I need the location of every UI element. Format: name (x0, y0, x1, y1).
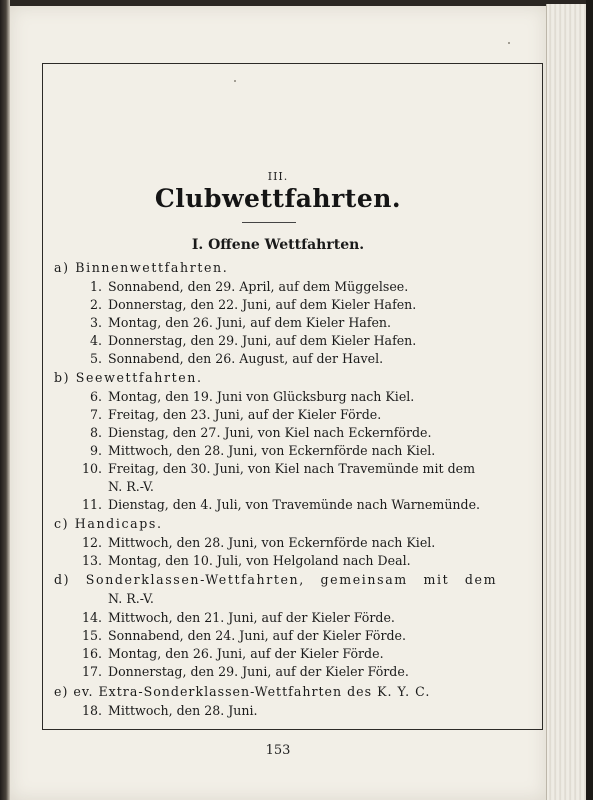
item-continuation: N. R.-V. (108, 479, 154, 494)
item-text: Sonnabend, den 24. Juni, auf der Kieler Förde. (108, 628, 406, 643)
item-text: Dienstag, den 4. Juli, von Travemünde nach Warnemünde. (108, 497, 481, 512)
list-item (54, 610, 395, 625)
list-item (54, 461, 475, 476)
item-text: Donnerstag, den 29. Juni, auf der Kieler Förde. (108, 664, 409, 679)
list-item (54, 443, 435, 458)
page-stack-edge (546, 4, 587, 800)
section-label: e) ev. Extra-Sonderklassen-Wettfahrten des K. Y. C. (54, 684, 431, 699)
section-label-continuation: N. R.-V. (108, 591, 154, 606)
list-item (54, 703, 258, 718)
item-number: 14. (81, 610, 102, 625)
item-text: Mittwoch, den 28. Juni, von Eckernförde nach Kiel. (108, 443, 436, 458)
item-text: Donnerstag, den 29. Juni, auf dem Kieler Hafen. (108, 333, 417, 348)
chapter-title: Clubwettfahrten. (154, 184, 402, 213)
section-label: a) Binnenwettfahrten. (54, 260, 229, 275)
title-divider (242, 222, 296, 223)
item-number: 15. (81, 628, 102, 643)
item-number: 16. (81, 646, 102, 661)
item-text: Donnerstag, den 22. Juni, auf dem Kieler Hafen. (108, 297, 417, 312)
item-number: 6. (89, 389, 102, 404)
item-text: Mittwoch, den 28. Juni, von Eckernförde nach Kiel. (108, 535, 436, 550)
section-label: d) Sonderklassen-Wettfahrten, gemeinsam mit dem (54, 572, 498, 587)
section-heading: I. Offene Wettfahrten. (191, 237, 365, 253)
list-item (54, 407, 381, 422)
item-number: 11. (81, 497, 102, 512)
item-text: Mittwoch, den 28. Juni. (108, 703, 258, 718)
item-number: 3. (89, 315, 102, 330)
list-item (54, 535, 435, 550)
item-number: 5. (89, 351, 102, 366)
item-text: Montag, den 26. Juni, auf dem Kieler Hafen. (108, 315, 392, 330)
item-number: 18. (81, 703, 102, 718)
item-number: 2. (89, 297, 102, 312)
item-text: Sonnabend, den 29. April, auf dem Müggelsee. (108, 279, 409, 294)
section-label: c) Handicaps. (54, 516, 163, 531)
item-number: 8. (89, 425, 102, 440)
item-text: Montag, den 19. Juni von Glücksburg nach Kiel. (108, 389, 415, 404)
list-item (54, 646, 384, 661)
book-spine (586, 0, 593, 800)
list-item (54, 628, 406, 643)
item-text: Mittwoch, den 21. Juni, auf der Kieler Förde. (108, 610, 395, 625)
list-item (54, 351, 383, 366)
item-number: 12. (81, 535, 102, 550)
item-number: 10. (81, 461, 102, 476)
list-item (54, 389, 414, 404)
item-text: Freitag, den 23. Juni, auf der Kieler Förde. (108, 407, 382, 422)
list-item (54, 297, 416, 312)
chapter-number: III. (267, 170, 289, 183)
list-item (54, 333, 416, 348)
item-number: 13. (81, 553, 102, 568)
book-page (10, 6, 546, 800)
paper-speck (508, 42, 510, 44)
item-number: 17. (81, 664, 102, 679)
list-item (54, 315, 391, 330)
list-item (54, 664, 409, 679)
section-label: b) Seewettfahrten. (54, 370, 203, 385)
item-text: Montag, den 26. Juni, auf der Kieler Förde. (108, 646, 384, 661)
item-number: 4. (89, 333, 102, 348)
item-number: 9. (89, 443, 102, 458)
book-gutter-edge (0, 0, 10, 800)
item-text: Dienstag, den 27. Juni, von Kiel nach Eckernförde. (108, 425, 432, 440)
list-item (54, 425, 432, 440)
page-number: 153 (265, 743, 291, 758)
item-text: Freitag, den 30. Juni, von Kiel nach Travemünde mit dem (108, 461, 476, 476)
list-item (54, 279, 408, 294)
item-number: 7. (89, 407, 102, 422)
item-number: 1. (89, 279, 102, 294)
list-item (54, 497, 480, 512)
list-item (54, 553, 411, 568)
item-text: Sonnabend, den 26. August, auf der Havel. (108, 351, 384, 366)
item-text: Montag, den 10. Juli, von Helgoland nach Deal. (108, 553, 411, 568)
